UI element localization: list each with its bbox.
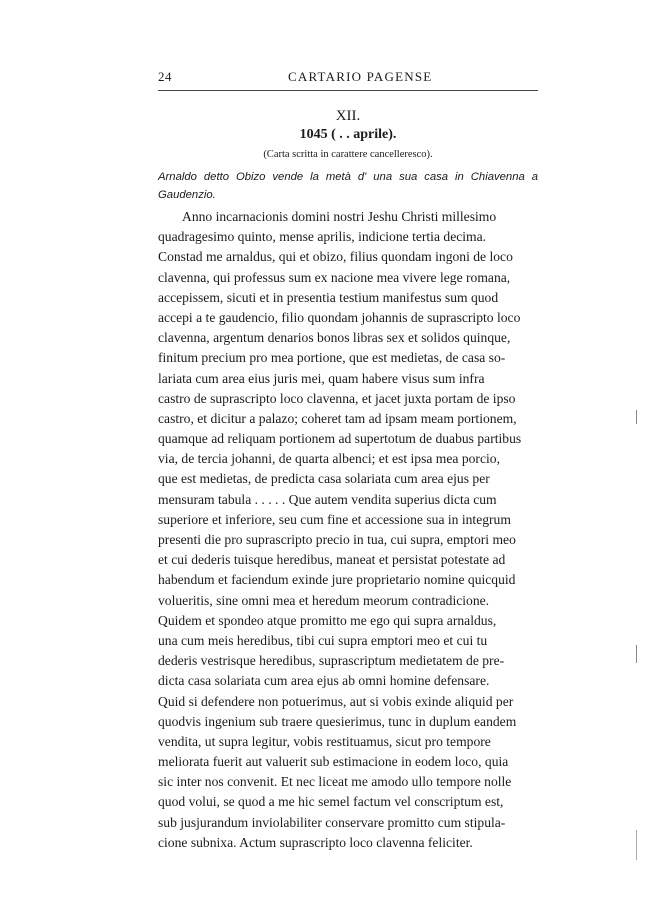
text-line: vendita, ut supra legitur, vobis restituamus, sicut pro tempore	[158, 733, 491, 749]
text-line: sub jusjurandum inviolabiliter conservare promitto cum stipula-	[158, 814, 506, 830]
text-line: una cum meis heredibus, tibi cui supra emptori meo et cui tu	[158, 632, 488, 648]
text-line: lariata cum area eius juris mei, quam habere visus sum infra	[158, 370, 485, 386]
page-header	[158, 69, 538, 89]
document-date: 1045 ( . . aprile).	[299, 127, 397, 142]
text-line: Quid si defendere non potuerimus, aut si vobis exinde aliquid per	[158, 693, 514, 709]
text-line: quod volui, se quod a me hic semel factum vel conscriptum est,	[158, 794, 504, 810]
text-line: meliorata fuerit aut valuerit sub estimacione in eodem loco, quia	[158, 754, 509, 770]
margin-mark	[636, 410, 637, 424]
text-line: clavenna, argentum denarios bonos libras sex et solidos quinque,	[158, 330, 511, 346]
text-line: via, de tercia johanni, de quarta albenci; et est ipsa mea porcio,	[158, 451, 500, 467]
text-line: Constad me arnaldus, qui et obizo, filius quondam ingoni de loco	[158, 249, 513, 265]
text-line: superiore et inferiore, seu cum fine et accessione sua in integrum	[158, 511, 511, 527]
text-line: que est medietas, de predicta casa solariata cum area ejus per	[158, 471, 490, 487]
text-line: dicta casa solariata cum area ejus ab omni homine defensare.	[158, 673, 490, 689]
text-line: cione subnixa. Actum suprascripto loco clavenna feliciter.	[158, 834, 473, 850]
text-line: finitum precium pro mea portione, que est medietas, de casa so-	[158, 350, 506, 366]
document-note: (Carta scritta in carattere cancelleresco).	[263, 149, 433, 160]
header-rule	[158, 90, 538, 91]
text-line: sic inter nos convenit. Et nec liceat me amodo ullo tempore nolle	[158, 774, 512, 790]
text-line: clavenna, qui professus sum ex nacione mea vivere lege romana,	[158, 269, 511, 285]
text-line: habendum et faciendum exinde jure proprietario nomine quicquid	[158, 572, 516, 588]
margin-mark	[636, 830, 637, 860]
text-line: mensuram tabula . . . . . Que autem vendita superius dicta cum	[158, 491, 497, 507]
text-line: presenti die pro suprascripto precio in tua, cui supra, emptori meo	[158, 532, 516, 547]
text-line: quodvis ingenium sub traere quesierimus, tunc in duplum eandem	[158, 713, 517, 729]
document-body	[158, 207, 542, 853]
document-number: XII.	[335, 108, 361, 124]
text-line: quamque ad reliquam portionem ad supertotum de duabus partibus	[158, 431, 522, 447]
text-line: volueritis, sine omni mea et heredum meorum contradicione.	[158, 592, 490, 608]
text-line: dederis vestrisque heredibus, suprascriptum medietatem de pre-	[158, 653, 505, 669]
text-line: et cui dederis tuisque heredibus, maneat et persistat potestate ad	[158, 552, 506, 568]
text-line: Anno incarnacionis domini nostri Jeshu Christi millesimo	[182, 209, 497, 224]
text-line: Quidem et spondeo atque promitto me ego qui supra arnaldus,	[158, 612, 497, 628]
running-title: CARTARIO PAGENSE	[288, 69, 433, 84]
text-line: accepi a te gaudencio, filio quondam johannis de suprascripto loco	[158, 309, 521, 325]
text-line: castro, et dicitur a palazo; coheret tam ad ipsam meam portionem,	[158, 410, 517, 426]
page-number: 24	[158, 69, 172, 84]
margin-mark	[636, 645, 637, 663]
document-summary: Arnaldo detto Obizo vende la metà d' una sua casa in Chiavenna a Gaudenzio.	[158, 171, 538, 201]
text-line: castro de suprascripto loco clavenna, et jacet juxta portam de ipso	[158, 390, 516, 406]
text-line: accepissem, sicuti et in presentia testium manifestus sum quod	[158, 289, 499, 305]
text-line: quadragesimo quinto, mense aprilis, indicione tertia decima.	[158, 229, 487, 245]
